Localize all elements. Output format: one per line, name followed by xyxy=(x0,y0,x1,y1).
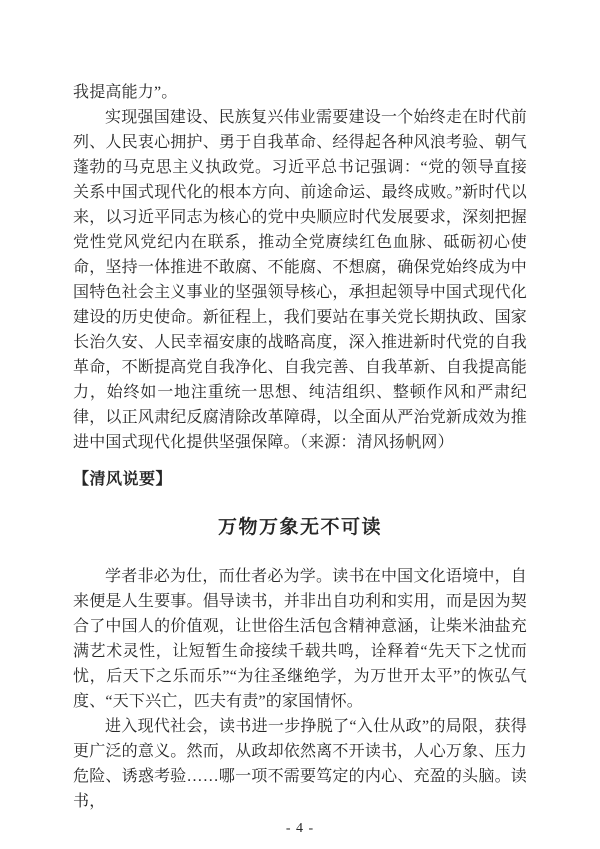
continuation-paragraph: 我提高能力”。 xyxy=(73,84,178,101)
page-number: - 4 - xyxy=(285,821,315,836)
essay-paragraph-1: 学者非必为仕，而仕者必为学。读书在中国文化语境中，自来便是人生要事。倡导读书，并非出自功利和实用，而是因为契合了中国人的价值观，让世俗生活包含精神意涵，让柴米油盐充满艺术灵性，让短暂生命接续千载共鸣，诠释着“先天下之忧而忧，后天下之乐而乐”“为往圣继绝学，为万世开太平”的恢弘气度、“天下兴亡，匹夫有责”的家国情怀。 xyxy=(73,568,527,710)
paragraph-party-building: 实现强国建设、民族复兴伟业需要建设一个始终走在时代前列、人民衷心拥护、勇于自我革命、经得起各种风浪考验、朝气蓬勃的马克思主义执政党。习近平总书记强调：“党的领导直接关系中国式现代化的根本方向、前途命运、最终成败。”新时代以来，以习近平同志为核心的党中央顺应时代发展要求，深刻把握党性党风党纪内在联系，推动全党赓续红色血脉、砥砺初心使命，坚持一体推进不敢腐、不能腐、不想腐，确保党始终成为中国特色社会主义事业的坚强领导核心，承担起领导中国式现代化建设的历史使命。新征程上，我们要站在事关党长期执政、国家长治久安、人民幸福安康的战略高度，深入推进新时代党的自我革命，不断提高党自我净化、自我完善、自我革新、自我提高能力，始终如一地注重统一思想、纯洁组织、整顿作风和严肃纪律，以正风肃纪反腐清除改革障碍，以全面从严治党新成效为推进中国式现代化提供坚强保障。（来源：清风扬帆网） xyxy=(73,109,527,451)
essay-title: 万物万象无不可读 xyxy=(217,517,382,538)
essay-paragraph-2: 进入现代社会，读书进一步挣脱了“入仕从政”的局限，获得更广泛的意义。然而，从政却依然离不开读书，人心万象、压力危险、诱惑考验……哪一项不需要笃定的内心、充盈的头脑。读书， xyxy=(73,718,527,810)
section-label: 【清风说要】 xyxy=(73,471,173,488)
